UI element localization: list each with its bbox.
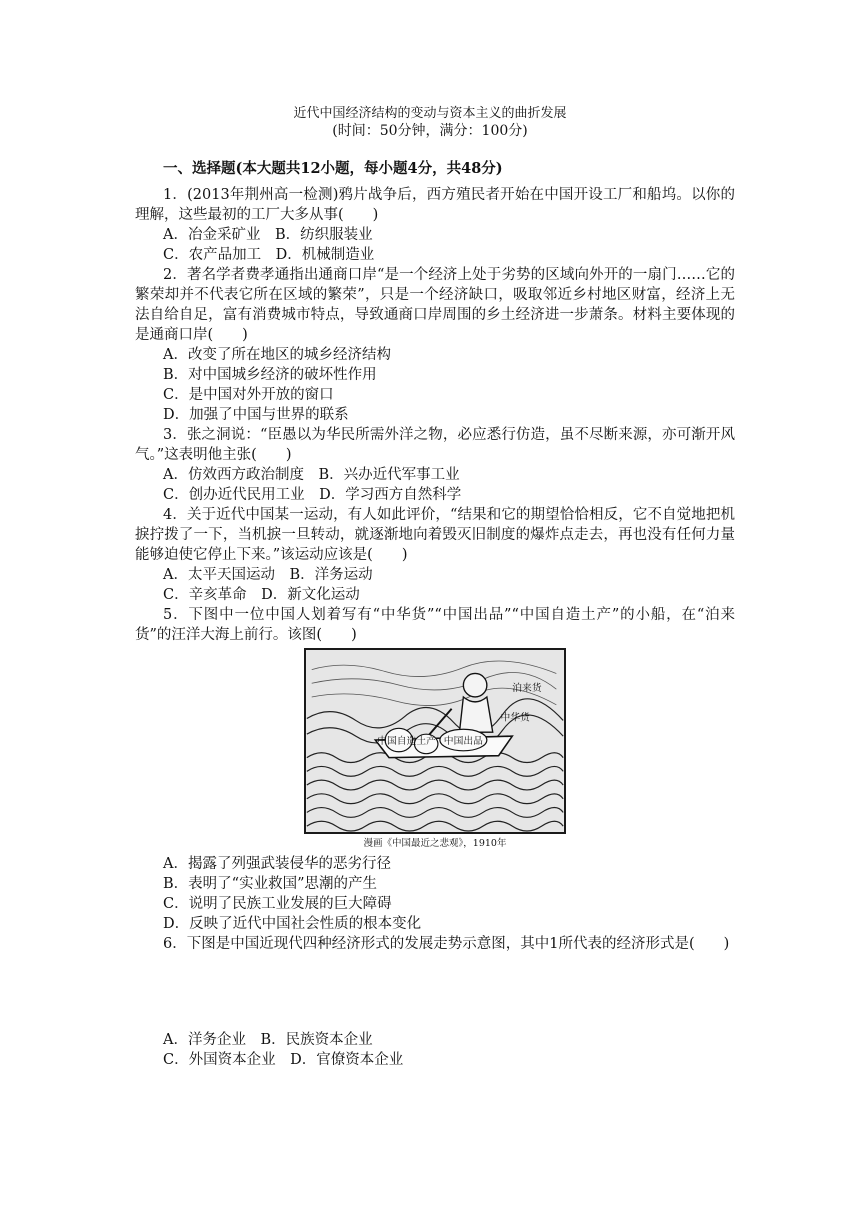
document-title: 近代中国经济结构的变动与资本主义的曲折发展 [293, 106, 567, 121]
question-5-option-a: A．揭露了列强武装侵华的恶劣行径 [163, 856, 391, 872]
missing-chart-space [135, 954, 735, 1030]
question-2-option-c: C．是中国对外开放的窗口 [163, 387, 334, 403]
label-tuchan: 中国自造土产 [377, 735, 436, 747]
question-2-option-d: D．加强了中国与世界的联系 [163, 407, 349, 423]
question-3-options-line-1: A．仿效西方政治制度 B．兴办近代军事工业 [163, 467, 460, 483]
label-zhonghua: 中华货 [500, 712, 530, 724]
question-2-text: 2．著名学者费孝通指出通商口岸“是一个经济上处于劣势的区域向外开的一扇门……它的繁荣却并不代表它所在区域的繁荣”，只是一个经济缺口，吸取邻近乡村地区财富，经济上无法自给自足，富有消费城市特点，导致通商口岸周围的乡土经济进一步萧条。材料主要体现的是通商口岸( ) [135, 267, 735, 343]
question-2-option-b: B．对中国城乡经济的破坏性作用 [163, 367, 377, 383]
question-6-text: 6．下图是中国近现代四种经济形式的发展走势示意图，其中1所代表的经济形式是( ) [163, 936, 730, 952]
question-5-option-c: C．说明了民族工业发展的巨大障碍 [163, 896, 392, 912]
question-4-options-line-2: C．辛亥革命 D．新文化运动 [163, 587, 360, 603]
label-chuping: 中国出品 [443, 735, 483, 747]
question-1-options-line-1: A．冶金采矿业 B．纺织服装业 [163, 227, 373, 243]
question-5-option-d: D．反映了近代中国社会性质的根本变化 [163, 916, 422, 932]
question-5-text: 5．下图中一位中国人划着写有“中华货”“中国出品”“中国自造土产”的小船，在“泊来货”的汪洋大海上前行。该图( ) [135, 607, 735, 643]
question-4-text: 4．关于近代中国某一运动，有人如此评价，“结果和它的期望恰恰相反，它不自觉地把机捩拧拨了一下，当机捩一旦转动，就逐渐地向着毁灭旧制度的爆炸点走去，再也没有任何力量能够迫使它停止下来。”该运动应该是( ) [135, 507, 735, 563]
cartoon-figure [304, 648, 566, 854]
question-1-text: 1．(2013年荆州高一检测)鸦片战争后，西方殖民者开始在中国开设工厂和船坞。以你的理解，这些最初的工厂大多从事( ) [135, 187, 735, 223]
question-6-options-line-2: C．外国资本企业 D．官僚资本企业 [163, 1052, 404, 1068]
section-heading: 一、选择题(本大题共12小题，每小题4分，共48分) [163, 160, 503, 177]
figure-caption: 漫画《中国最近之悲观》，1910年 [363, 838, 507, 849]
question-3-options-line-2: C．创办近代民用工业 D．学习西方自然科学 [163, 487, 462, 503]
question-list [135, 185, 735, 1070]
question-1-options-line-2: C．农产品加工 D．机械制造业 [163, 247, 375, 263]
question-3-text: 3．张之洞说：“臣愚以为华民所需外洋之物，必应悉行仿造，虽不尽断来源，亦可渐开风气。”这表明他主张( ) [135, 427, 735, 463]
question-4-options-line-1: A．太平天国运动 B．洋务运动 [163, 567, 373, 583]
label-bolai: 泊来货 [512, 683, 542, 695]
question-6-options-line-1: A．洋务企业 B．民族资本企业 [163, 1032, 373, 1048]
question-5-option-b: B．表明了“实业救国”思潮的产生 [163, 876, 377, 892]
cartoon-illustration [304, 648, 566, 834]
question-2-option-a: A．改变了所在地区的城乡经济结构 [163, 347, 391, 363]
document-subtitle: (时间：50分钟，满分：100分) [332, 123, 528, 139]
